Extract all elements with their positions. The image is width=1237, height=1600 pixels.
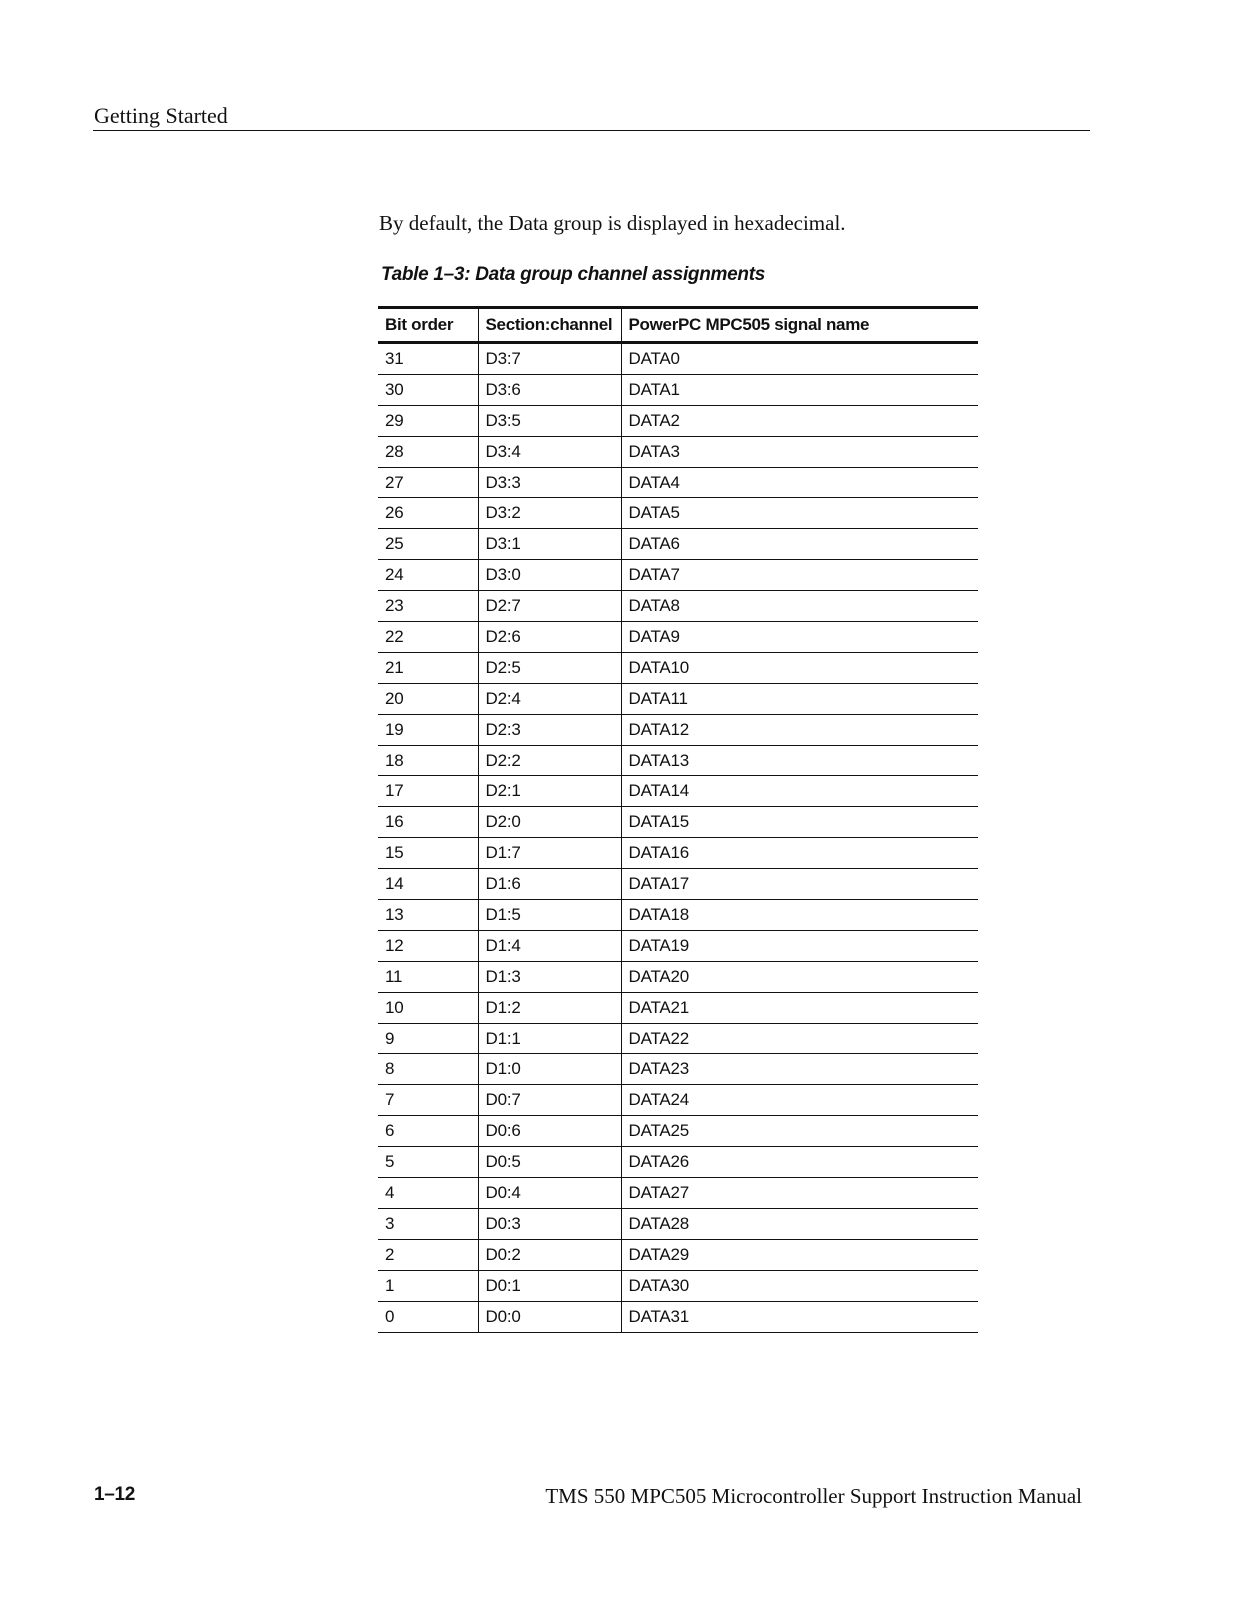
section-channel-cell: D0:5 [478,1147,621,1178]
section-channel-cell: D2:1 [478,776,621,807]
table-row [378,1147,978,1178]
bit-order-cell: 22 [378,622,478,653]
table-row [378,560,978,591]
column-header-bit-order: Bit order [385,315,454,334]
signal-name-cell: DATA30 [621,1270,978,1301]
section-channel-cell: D2:0 [478,807,621,838]
bit-order-cell: 30 [378,374,478,405]
section-channel-cell: D3:6 [478,374,621,405]
table-row [378,1054,978,1085]
table-row [378,343,978,375]
bit-order-cell: 31 [378,343,478,375]
bit-order-cell: 8 [378,1054,478,1085]
bit-order-cell: 23 [378,591,478,622]
table-row [378,405,978,436]
signal-name-cell: DATA20 [621,961,978,992]
section-channel-cell: D3:1 [478,529,621,560]
section-channel-cell: D1:0 [478,1054,621,1085]
signal-name-cell: DATA24 [621,1085,978,1116]
table-row [378,1178,978,1209]
bit-order-cell: 27 [378,467,478,498]
table-row [378,961,978,992]
table-row [378,1270,978,1301]
table-row [378,900,978,931]
section-channel-cell: D0:3 [478,1208,621,1239]
bit-order-cell: 6 [378,1116,478,1147]
bit-order-cell: 2 [378,1239,478,1270]
signal-name-cell: DATA15 [621,807,978,838]
section-channel-cell: D2:4 [478,683,621,714]
signal-name-cell: DATA9 [621,622,978,653]
signal-name-cell: DATA13 [621,745,978,776]
section-channel-cell: D2:6 [478,622,621,653]
column-header-section-channel: Section:channel [478,308,621,343]
signal-name-cell: DATA31 [621,1301,978,1332]
bit-order-cell: 29 [378,405,478,436]
section-channel-cell: D2:5 [478,652,621,683]
bit-order-cell: 5 [378,1147,478,1178]
table-row [378,374,978,405]
table-row [378,683,978,714]
table-row [378,498,978,529]
section-channel-cell: D0:1 [478,1270,621,1301]
signal-name-cell: DATA7 [621,560,978,591]
section-channel-cell: D2:7 [478,591,621,622]
signal-name-cell: DATA1 [621,374,978,405]
bit-order-cell: 13 [378,900,478,931]
section-channel-cell: D1:2 [478,992,621,1023]
table-row [378,776,978,807]
bit-order-cell: 7 [378,1085,478,1116]
section-channel-cell: D3:2 [478,498,621,529]
table-row [378,591,978,622]
section-channel-cell: D2:2 [478,745,621,776]
section-channel-cell: D1:5 [478,900,621,931]
table-row [378,622,978,653]
section-channel-cell: D0:4 [478,1178,621,1209]
table-row [378,1116,978,1147]
signal-name-cell: DATA26 [621,1147,978,1178]
bit-order-cell: 10 [378,992,478,1023]
table-row [378,467,978,498]
manual-title: TMS 550 MPC505 Microcontroller Support Instruction Manual [545,1484,1082,1508]
table-row [378,1085,978,1116]
table-row [378,1208,978,1239]
table-row [378,436,978,467]
signal-name-cell: DATA28 [621,1208,978,1239]
table-row [378,1301,978,1332]
intro-paragraph: By default, the Data group is displayed in hexadecimal. [379,211,846,235]
table-row [378,930,978,961]
bit-order-cell: 18 [378,745,478,776]
signal-name-cell: DATA4 [621,467,978,498]
signal-name-cell: DATA27 [621,1178,978,1209]
table-header-row [378,308,978,343]
bit-order-cell: 12 [378,930,478,961]
signal-name-cell: DATA12 [621,714,978,745]
signal-name-cell: DATA21 [621,992,978,1023]
table-row [378,529,978,560]
table-row [378,652,978,683]
signal-name-cell: DATA11 [621,683,978,714]
bit-order-cell: 3 [378,1208,478,1239]
bit-order-cell: 17 [378,776,478,807]
signal-name-cell: DATA14 [621,776,978,807]
bit-order-cell: 19 [378,714,478,745]
table-body [378,343,978,1333]
bit-order-cell: 16 [378,807,478,838]
signal-name-cell: DATA29 [621,1239,978,1270]
signal-name-cell: DATA16 [621,838,978,869]
bit-order-cell: 26 [378,498,478,529]
section-channel-cell: D1:3 [478,961,621,992]
section-channel-cell: D3:4 [478,436,621,467]
table-row [378,838,978,869]
bit-order-cell: 20 [378,683,478,714]
bit-order-cell: 21 [378,652,478,683]
signal-name-cell: DATA8 [621,591,978,622]
signal-name-cell: DATA0 [621,343,978,375]
section-channel-cell: D2:3 [478,714,621,745]
channel-assignment-table [378,306,978,1333]
table-row [378,1239,978,1270]
section-channel-cell: D1:6 [478,869,621,900]
page-number: 1–12 [94,1484,136,1505]
table-row [378,869,978,900]
bit-order-cell: 25 [378,529,478,560]
table-caption: Table 1–3: Data group channel assignments [381,264,765,285]
section-channel-cell: D1:7 [478,838,621,869]
section-channel-cell: D3:7 [478,343,621,375]
bit-order-cell: 4 [378,1178,478,1209]
signal-name-cell: DATA17 [621,869,978,900]
bit-order-cell: 14 [378,869,478,900]
signal-name-cell: DATA18 [621,900,978,931]
bit-order-cell: 9 [378,1023,478,1054]
bit-order-cell: 15 [378,838,478,869]
table-row [378,745,978,776]
header-rule [93,130,1090,131]
section-channel-cell: D0:7 [478,1085,621,1116]
signal-name-cell: DATA6 [621,529,978,560]
bit-order-cell: 1 [378,1270,478,1301]
running-header: Getting Started [94,103,228,128]
signal-name-cell: DATA19 [621,930,978,961]
column-header-signal-name: PowerPC MPC505 signal name [621,308,978,343]
bit-order-cell: 28 [378,436,478,467]
table-row [378,992,978,1023]
table-row [378,1023,978,1054]
signal-name-cell: DATA2 [621,405,978,436]
section-channel-cell: D0:0 [478,1301,621,1332]
section-channel-cell: D0:2 [478,1239,621,1270]
bit-order-cell: 11 [378,961,478,992]
section-channel-cell: D3:0 [478,560,621,591]
bit-order-cell: 0 [378,1301,478,1332]
section-channel-cell: D1:1 [478,1023,621,1054]
signal-name-cell: DATA23 [621,1054,978,1085]
table-row [378,807,978,838]
signal-name-cell: DATA10 [621,652,978,683]
table-row [378,714,978,745]
signal-name-cell: DATA3 [621,436,978,467]
signal-name-cell: DATA22 [621,1023,978,1054]
bit-order-cell: 24 [378,560,478,591]
signal-name-cell: DATA25 [621,1116,978,1147]
section-channel-cell: D0:6 [478,1116,621,1147]
section-channel-cell: D1:4 [478,930,621,961]
section-channel-cell: D3:5 [478,405,621,436]
section-channel-cell: D3:3 [478,467,621,498]
signal-name-cell: DATA5 [621,498,978,529]
